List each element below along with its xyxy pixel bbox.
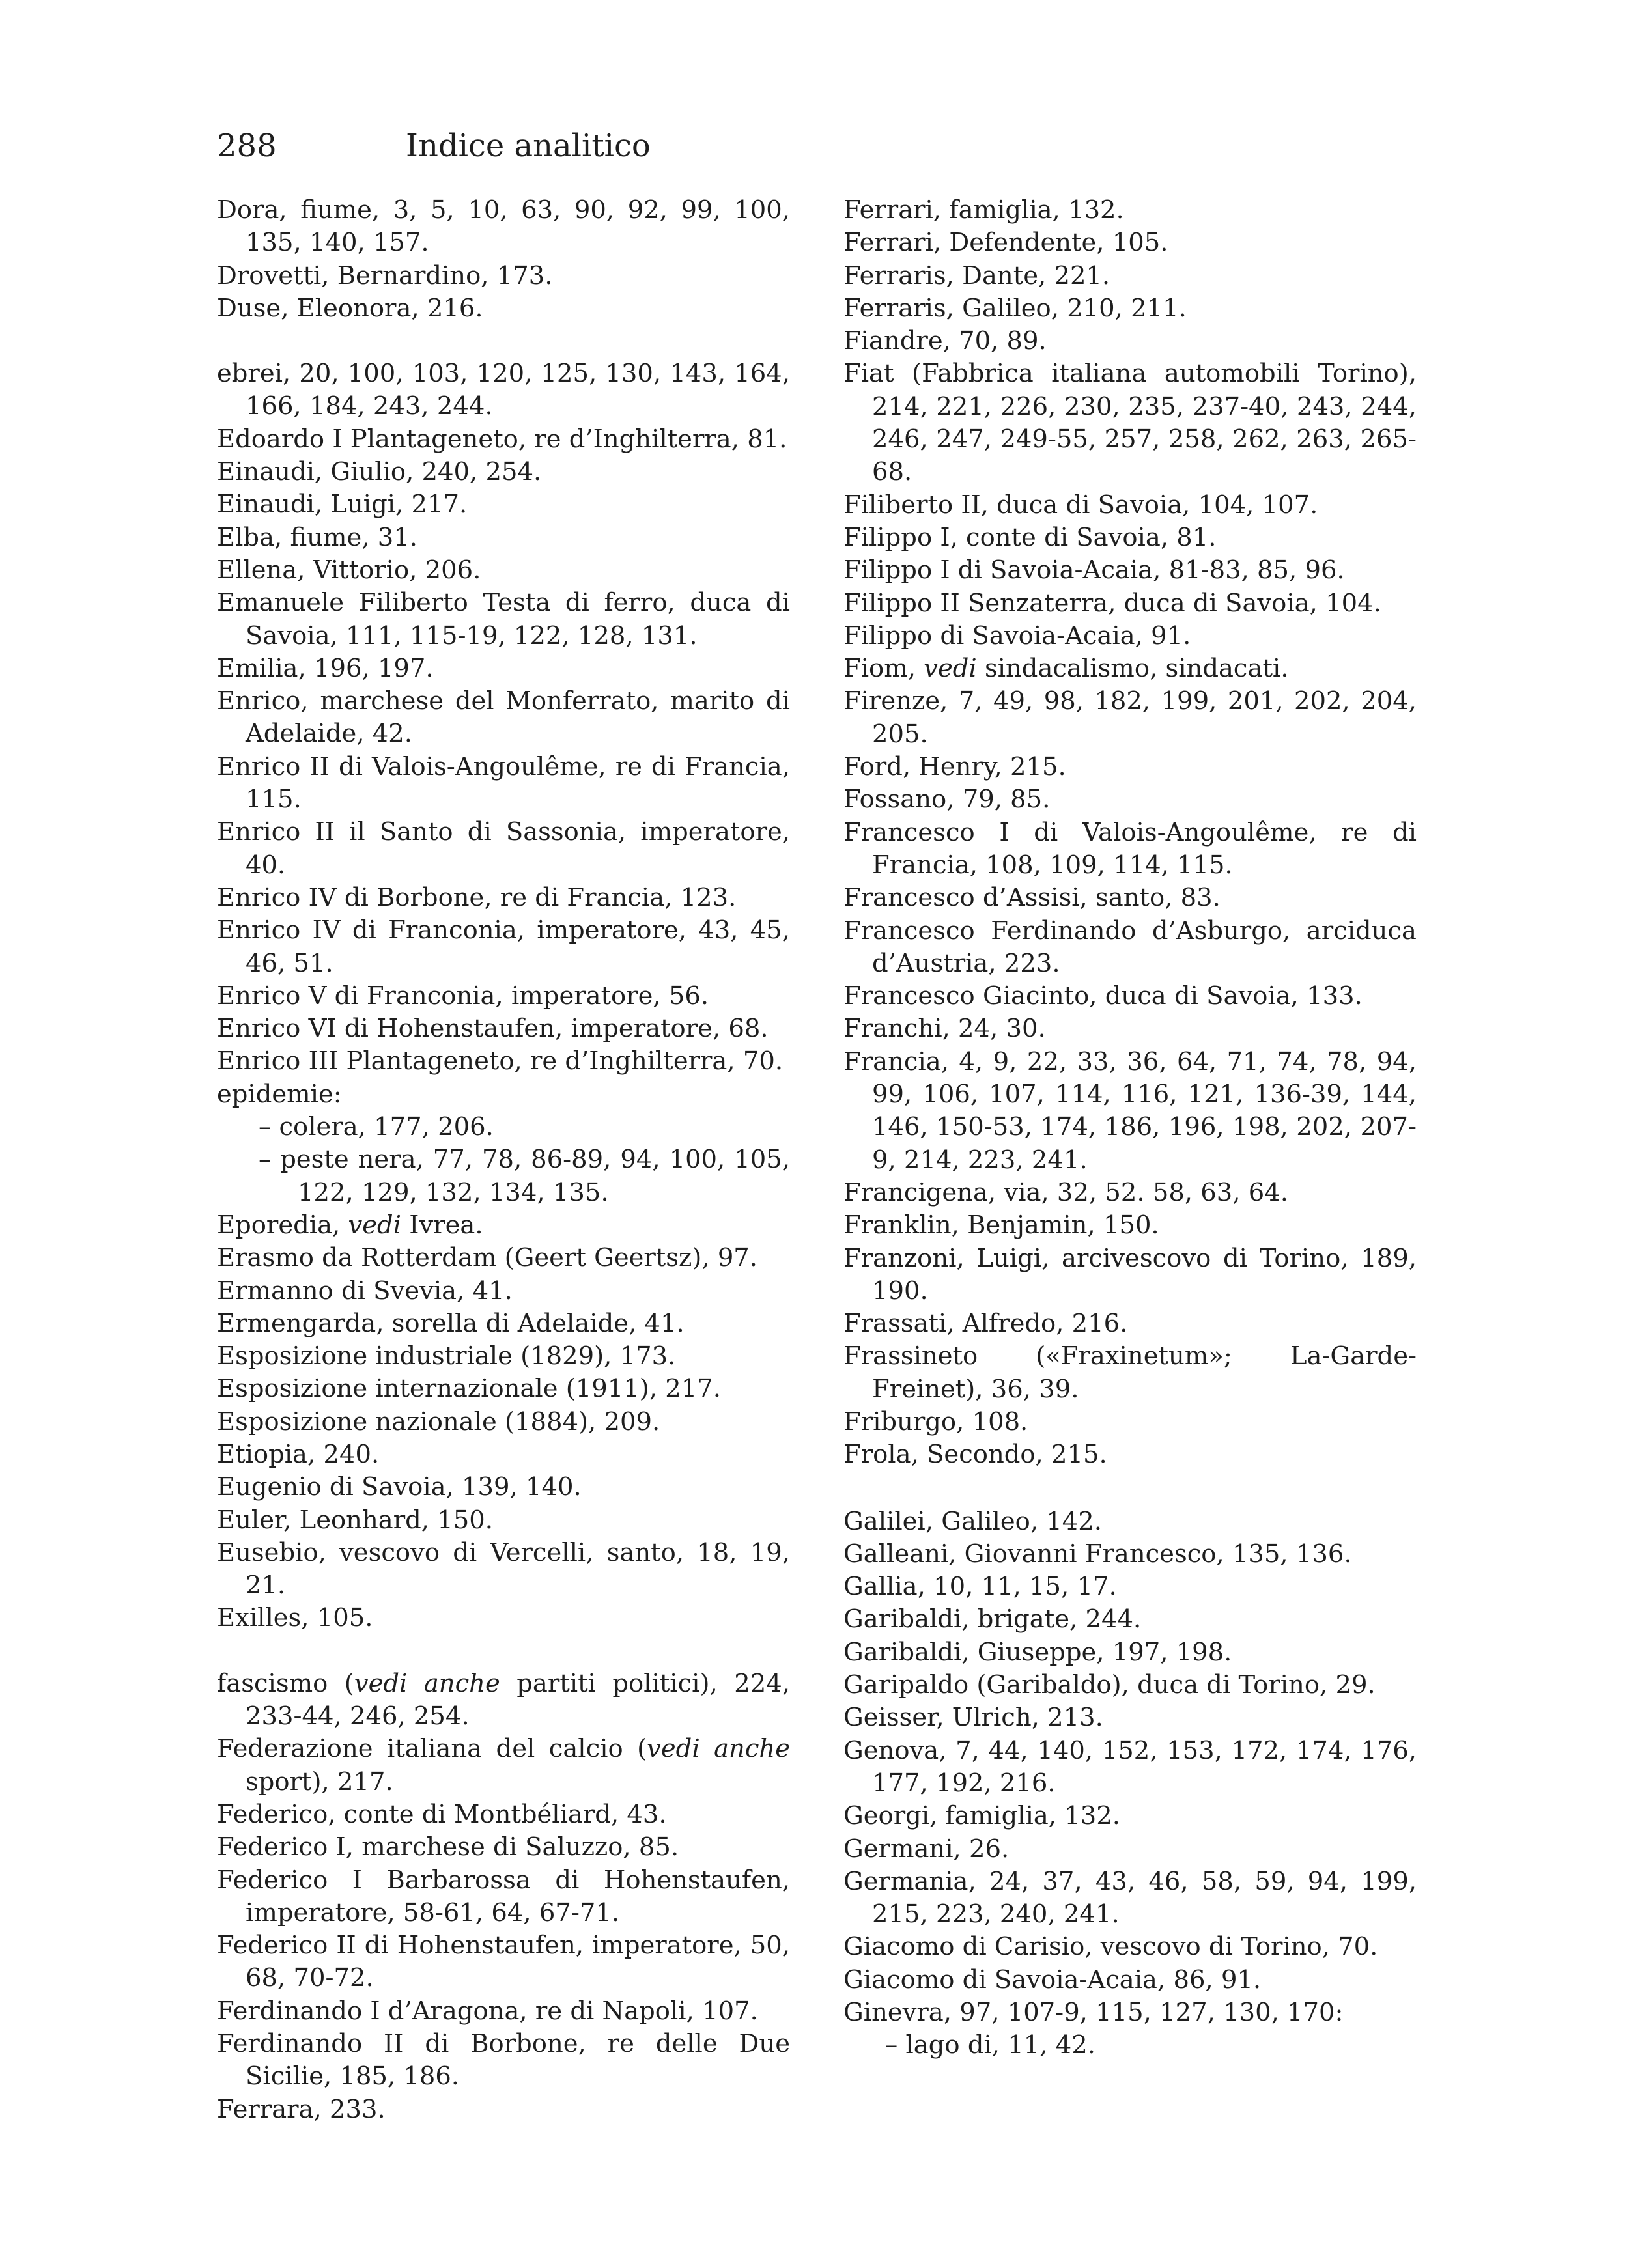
index-subentry: – colera, 177, 206. <box>259 1112 494 1142</box>
index-entry: Emilia, 196, 197. <box>217 653 434 683</box>
index-entry: Ferraris, Galileo, 210, 211. <box>843 293 1187 323</box>
index-column-left <box>217 194 790 2126</box>
index-entry: Ferrari, famiglia, 132. <box>843 195 1124 225</box>
index-entry: Franklin, Benjamin, 150. <box>843 1211 1159 1240</box>
index-entry: Galilei, Galileo, 142. <box>843 1506 1103 1536</box>
index-entry: Garipaldo (Garibaldo), duca di Torino, 29. <box>843 1670 1376 1700</box>
index-entry: ebrei, 20, 100, 103, 120, 125, 130, 143, 164, 166, 184, 243, 244. <box>217 359 790 421</box>
index-entry: Giacomo di Savoia-Acaia, 86, 91. <box>843 1965 1262 1995</box>
index-entry: epidemie: <box>217 1079 342 1109</box>
index-entry: Galleani, Giovanni Francesco, 135, 136. <box>843 1539 1352 1569</box>
index-entry: Francia, 4, 9, 22, 33, 36, 64, 71, 74, 78, 94, 99, 106, 107, 114, 116, 121, 136-39, 144, 146, 150-53, 174, 186, 196, 198, 202, 207-9, 214, 223, 241. <box>843 1046 1417 1175</box>
index-entry: Francesco I di Valois-Angoulême, re di Francia, 108, 109, 114, 115. <box>843 817 1417 880</box>
index-entry: Einaudi, Giulio, 240, 254. <box>217 457 542 487</box>
index-entry: Genova, 7, 44, 140, 152, 153, 172, 174, 176, 177, 192, 216. <box>843 1735 1417 1798</box>
index-subentry: – lago di, 11, 42. <box>885 2030 1095 2060</box>
index-entry: Friburgo, 108. <box>843 1407 1028 1436</box>
index-entry: Eporedia, vedi Ivrea. <box>217 1210 483 1240</box>
index-entry: Filiberto II, duca di Savoia, 104, 107. <box>843 490 1318 520</box>
index-entry: Filippo II Senzaterra, duca di Savoia, 104. <box>843 588 1381 618</box>
index-entry: Ferrari, Defendente, 105. <box>843 228 1168 258</box>
index-entry: Filippo I, conte di Savoia, 81. <box>843 522 1217 552</box>
index-entry: Edoardo I Plantageneto, re d’Inghilterra, 81. <box>217 424 787 454</box>
index-subentry: – peste nera, 77, 78, 86-89, 94, 100, 105, 122, 129, 132, 134, 135. <box>259 1145 790 1207</box>
index-entry: Drovetti, Bernardino, 173. <box>217 260 553 290</box>
index-entry: Germania, 24, 37, 43, 46, 58, 59, 94, 199, 215, 223, 240, 241. <box>843 1866 1417 1929</box>
index-entry: Enrico II di Valois-Angoulême, re di Francia, 115. <box>217 751 790 815</box>
index-entry: Elba, fiume, 31. <box>217 522 417 552</box>
index-entry: Garibaldi, Giuseppe, 197, 198. <box>843 1637 1232 1667</box>
index-entry: Filippo I di Savoia-Acaia, 81-83, 85, 96. <box>843 555 1345 585</box>
index-entry: Francigena, via, 32, 52. 58, 63, 64. <box>843 1177 1288 1207</box>
index-entry: Fiandre, 70, 89. <box>843 326 1047 356</box>
index-entry: Frassineto («Fraxinetum»; La-Garde-Freinet), 36, 39. <box>843 1341 1417 1404</box>
running-head <box>217 128 651 164</box>
index-entry: Firenze, 7, 49, 98, 182, 199, 201, 202, 204, 205. <box>843 686 1417 749</box>
index-entry: Geisser, Ulrich, 213. <box>843 1703 1103 1733</box>
index-entry: Francesco Ferdinando d’Asburgo, arciduca d’Austria, 223. <box>843 916 1417 978</box>
index-entry: Enrico IV di Franconia, imperatore, 43, 45, 46, 51. <box>217 916 790 978</box>
index-entry: Ferdinando II di Borbone, re delle Due Sicilie, 185, 186. <box>217 2029 790 2092</box>
index-entry: Francesco Giacinto, duca di Savoia, 133. <box>843 981 1363 1011</box>
index-entry: Garibaldi, brigate, 244. <box>843 1604 1142 1634</box>
index-entry: Fossano, 79, 85. <box>843 785 1051 815</box>
index-entry: Esposizione internazionale (1911), 217. <box>217 1374 721 1404</box>
index-entry: Giacomo di Carisio, vescovo di Torino, 70. <box>843 1932 1378 1962</box>
index-entry: Federico, conte di Montbéliard, 43. <box>217 1799 667 1829</box>
index-entry: Erasmo da Rotterdam (Geert Geertsz), 97. <box>217 1243 758 1273</box>
letter-gap <box>843 1472 1417 1505</box>
index-entry: Emanuele Filiberto Testa di ferro, duca di Savoia, 111, 115-19, 122, 128, 131. <box>217 588 790 651</box>
index-entry: Esposizione nazionale (1884), 209. <box>217 1407 660 1436</box>
index-entry: Francesco d’Assisi, santo, 83. <box>843 883 1221 913</box>
index-entry: Fiom, vedi sindacalismo, sindacati. <box>843 654 1289 684</box>
index-entry: Einaudi, Luigi, 217. <box>217 490 468 520</box>
index-entry: Filippo di Savoia-Acaia, 91. <box>843 621 1191 651</box>
index-entry: Ermanno di Svevia, 41. <box>217 1276 513 1306</box>
index-entry: Enrico III Plantageneto, re d’Inghilterra, 70. <box>217 1046 784 1076</box>
index-entry: Esposizione industriale (1829), 173. <box>217 1341 676 1371</box>
index-entry: Ellena, Vittorio, 206. <box>217 555 481 585</box>
index-entry: Euler, Leonhard, 150. <box>217 1505 493 1535</box>
index-column-right <box>843 194 1417 2062</box>
page-title: Indice analitico <box>406 128 651 164</box>
index-entry: Exilles, 105. <box>217 1603 373 1633</box>
letter-gap <box>217 1635 790 1668</box>
index-entry: Franzoni, Luigi, arcivescovo di Torino, 189, 190. <box>843 1243 1417 1306</box>
index-entry: Enrico V di Franconia, imperatore, 56. <box>217 981 709 1011</box>
index-entry: Enrico VI di Hohenstaufen, imperatore, 68. <box>217 1014 769 1044</box>
index-entry: Germani, 26. <box>843 1834 1010 1864</box>
index-entry: Federazione italiana del calcio (vedi anche sport), 217. <box>217 1734 790 1797</box>
index-entry: fascismo (vedi anche partiti politici), 224, 233-44, 246, 254. <box>217 1668 790 1731</box>
index-entry: Eusebio, vescovo di Vercelli, santo, 18, 19, 21. <box>217 1537 790 1601</box>
index-entry: Georgi, famiglia, 132. <box>843 1801 1121 1831</box>
page-number: 288 <box>217 128 277 164</box>
index-entry: Ferdinando I d’Aragona, re di Napoli, 107. <box>217 1996 758 2026</box>
index-entry: Franchi, 24, 30. <box>843 1014 1046 1044</box>
index-entry: Enrico, marchese del Monferrato, marito di Adelaide, 42. <box>217 686 790 749</box>
index-entry: Ferraris, Dante, 221. <box>843 260 1110 290</box>
letter-gap <box>217 325 790 357</box>
index-entry: Duse, Eleonora, 216. <box>217 293 483 323</box>
index-entry: Gallia, 10, 11, 15, 17. <box>843 1572 1117 1602</box>
index-entry: Federico I Barbarossa di Hohenstaufen, imperatore, 58-61, 64, 67-71. <box>217 1865 790 1927</box>
index-entry: Ferrara, 233. <box>217 2094 386 2124</box>
index-entry: Enrico II il Santo di Sassonia, imperatore, 40. <box>217 817 790 880</box>
index-entry: Fiat (Fabbrica italiana automobili Torino), 214, 221, 226, 230, 235, 237-40, 243, 244, 246, 247, 249-55, 257, 258, 262, 263, 265-68. <box>843 359 1417 487</box>
index-entry: Eugenio di Savoia, 139, 140. <box>217 1472 582 1502</box>
index-entry: Enrico IV di Borbone, re di Francia, 123. <box>217 882 737 912</box>
index-entry: Ermengarda, sorella di Adelaide, 41. <box>217 1308 685 1338</box>
index-entry: Federico I, marchese di Saluzzo, 85. <box>217 1832 679 1862</box>
index-entry: Frola, Secondo, 215. <box>843 1440 1107 1470</box>
index-entry: Dora, fiume, 3, 5, 10, 63, 90, 92, 99, 100, 135, 140, 157. <box>217 195 790 258</box>
index-entry: Ford, Henry, 215. <box>843 752 1066 782</box>
index-entry: Etiopia, 240. <box>217 1439 380 1469</box>
index-entry: Ginevra, 97, 107-9, 115, 127, 130, 170: <box>843 1998 1344 2028</box>
index-entry: Federico II di Hohenstaufen, imperatore, 50, 68, 70-72. <box>217 1931 790 1993</box>
index-entry: Frassati, Alfredo, 216. <box>843 1309 1128 1339</box>
